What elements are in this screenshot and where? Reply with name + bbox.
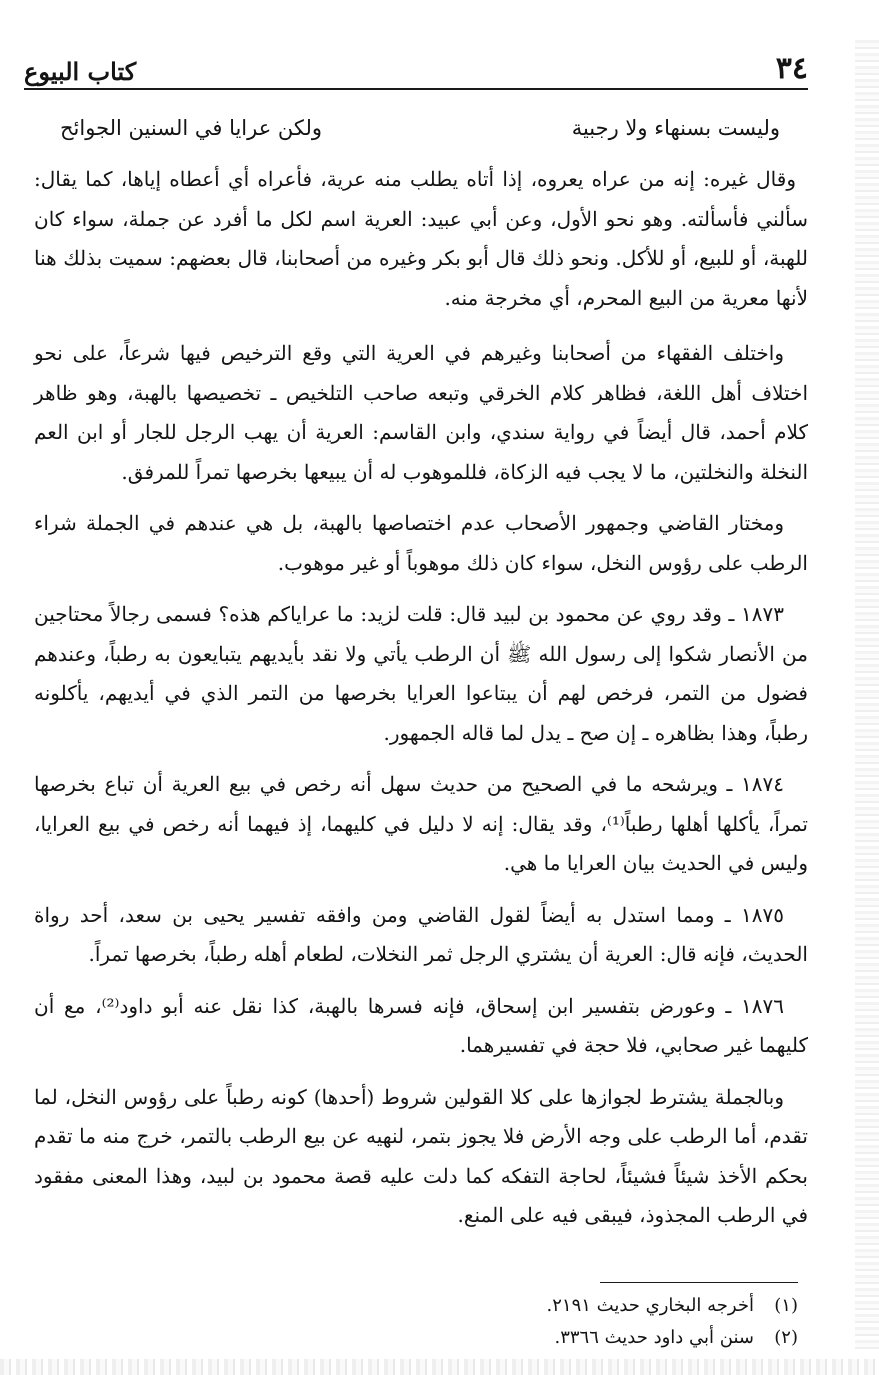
footnote	[200, 1322, 798, 1354]
paragraph-1873: ١٨٧٣ ـ وقد روي عن محمود بن لبيد قال: قلت لزيد: ما عراياكم هذه؟ فسمى رجالاً محتاجين من الأنصار شكوا إلى رسول الله ﷺ أن الرطب يأتي ولا نقد بأيديهم يتبايعون به رطباً، وعندهم فضول من التمر، فرخص لهم أن يبتاعوا العرايا بخرصها من التمر الذي في أيديهم، يأكلونه رطباً، وهذا بظاهره ـ إن صح ـ يدل لما قاله الجمهور.	[34, 602, 808, 745]
page-bottom-scan-artifact	[0, 1359, 879, 1375]
paragraph: وبالجملة يشترط لجوازها على كلا القولين شروط (أحدها) كونه رطباً على رؤوس النخل، لما تقدم، أما الرطب على وجه الأرض فلا يجوز بتمر، لنهيه عن بيع الرطب بالتمر، خرج منه ما تقدم بحكم الأخذ شيئاً فشيئاً، لحاجة التفكه كما دلت عليه قصة محمود بن لبيد، وهذا المعنى مفقود في الرطب المجذوذ، فيبقى فيه على المنع.	[34, 1084, 808, 1227]
book-title: كتاب البيوع	[24, 57, 137, 86]
footnote-number: (٢)	[774, 1327, 798, 1348]
page-edge-scan-artifact	[855, 40, 879, 1350]
footnote-number: (١)	[774, 1295, 798, 1316]
paragraph: واختلف الفقهاء من أصحابنا وغيرهم في العرية التي وقع الترخيص فيها شرعاً، على نحو اختلاف أهل اللغة، فظاهر كلام الخرقي وتبعه صاحب التلخيص ـ تخصيصها بالهبة، وهو ظاهر كلام أحمد، قال أيضاً في رواية سندي، وابن القاسم: العرية أن يهب الرجل للجار أو ابن العم النخلة والنخلتين، ما لا يجب فيه الزكاة، فللموهوب له أن يبيعها بخرصها تمراً للمرفق.	[34, 341, 808, 484]
footnote	[200, 1290, 798, 1322]
footnote-separator	[600, 1282, 798, 1283]
page-number: ٣٤	[775, 51, 808, 86]
paragraph-1874: ١٨٧٤ ـ ويرشحه ما في الصحيح من حديث سهل أنه رخص في بيع العرية أن تباع بخرصها تمراً، يأكلها أهلها رطباً⁽¹⁾، وقد يقال: إنه لا دليل في كليهما، إذ فيهما أنه رخص في بيع العرايا، وليس في الحديث بيان العرايا ما هي.	[34, 772, 808, 875]
footnotes	[200, 1290, 798, 1354]
footnote-text: سنن أبي داود حديث ٣٣٦٦.	[554, 1327, 754, 1348]
verse-hemistich-left: ولكن عرايا في السنين الجوائح	[60, 116, 323, 140]
paragraph: وقال غيره: إنه من عراه يعروه، إذا أتاه يطلب منه عرية، فأعراه أي أعطاه إياها، كما يقال: سألني فأسألته. وهو نحو الأول، وعن أبي عبيد: العرية اسم لكل ما أفرد عن جملة، سواء كان للهبة، أو للبيع، أو للأكل. ونحو ذلك قال أبو بكر وغيره من أصحابنا، قال بعضهم: سميت بذلك هنا لأنها معرية من البيع المحرم، أي مخرجة منه.	[34, 167, 808, 310]
footnote-text: أخرجه البخاري حديث ٢١٩١.	[546, 1295, 754, 1316]
paragraph-1875: ١٨٧٥ ـ ومما استدل به أيضاً لقول القاضي ومن وافقه تفسير يحيى بن سعد، أحد رواة الحديث، فإنه قال: العرية أن يشتري الرجل ثمر النخلات، لطعام أهله رطباً، بخرصها تمراً.	[34, 902, 808, 966]
verse-hemistich-right: وليست بسنهاء ولا رجبية	[571, 116, 780, 140]
poetry-verse	[60, 116, 780, 140]
running-header	[24, 36, 808, 90]
paragraph: ومختار القاضي وجمهور الأصحاب عدم اختصاصها بالهبة، بل هي عندهم في الجملة شراء الرطب على رؤوس النخل، سواء كان ذلك موهوباً أو غير موهوب.	[34, 511, 808, 575]
paragraph-1876: ١٨٧٦ ـ وعورض بتفسير ابن إسحاق، فإنه فسرها بالهبة، كذا نقل عنه أبو داود⁽²⁾، مع أن كليهما غير صحابي، فلا حجة في تفسيرهما.	[34, 993, 808, 1057]
main-text	[34, 160, 808, 1248]
